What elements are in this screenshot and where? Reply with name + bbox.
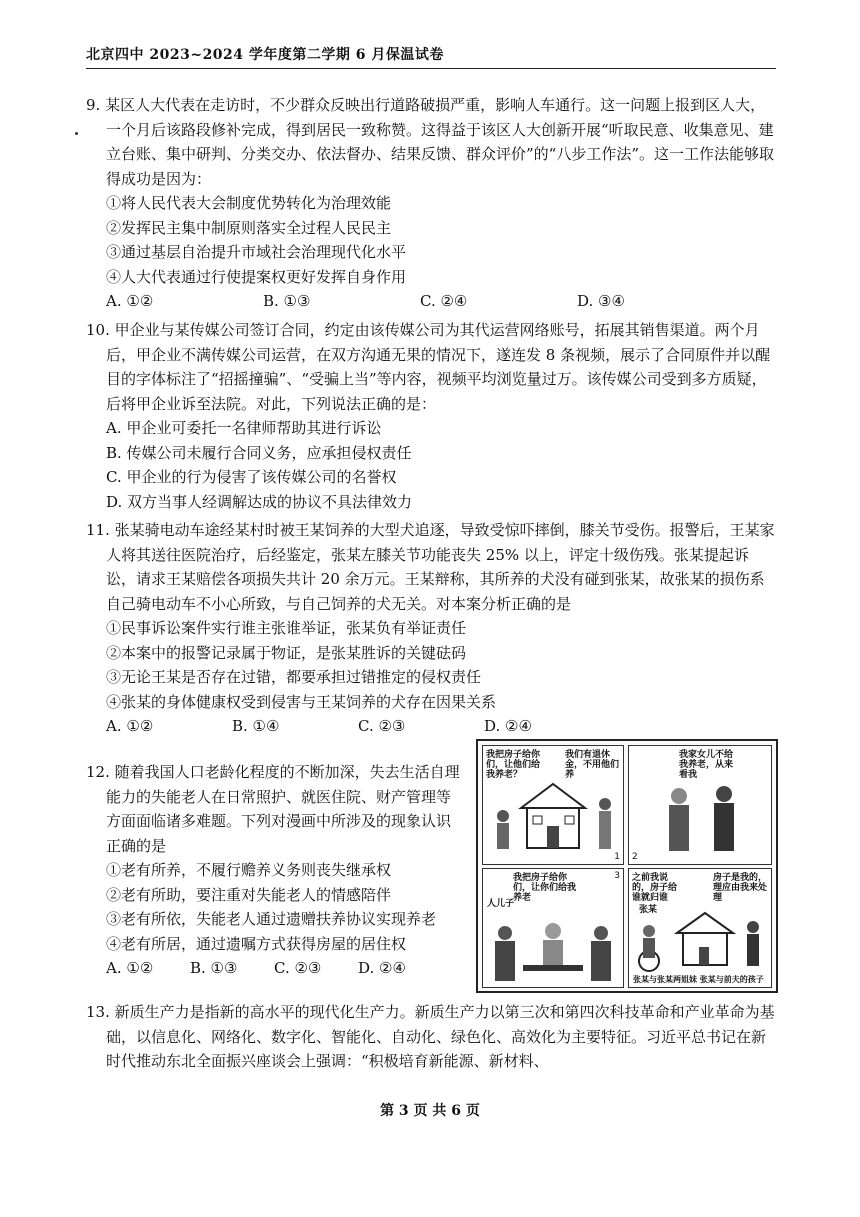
statement-item: ①老有所养，不履行赡养义务则丧失继承权 <box>106 861 392 879</box>
statement-item: ①将人民代表大会制度优势转化为治理效能 <box>106 194 392 212</box>
name-label: 张某 <box>639 905 658 915</box>
speech-bubble: 我把房子给你们，让他们给我养老？ <box>486 750 541 780</box>
speech-bubble: 房子是我的，理应由我来处理 <box>713 873 768 903</box>
option-a[interactable]: A. ①② <box>106 292 154 310</box>
option-a[interactable]: A. ①② <box>106 959 154 977</box>
table-illustration <box>483 869 623 987</box>
question-stem: 13. 新质生产力是指新的高水平的现代化生产力。新质生产力以第三次和第四次科技革命和产业革命为基础，以信息化、网络化、数字化、智能化、自动化、绿色化、高效化为主要特征。习近平总书记在新时代推动东北全面振兴座谈会上强调：“积极培育新能源、新材料、 <box>86 1003 775 1070</box>
answer-options <box>86 714 776 739</box>
question-10 <box>86 318 776 514</box>
question-12 <box>86 760 464 981</box>
statement-item: ②发挥民主集中制原则落实全过程人民民主 <box>106 218 392 237</box>
cartoon-panel-3: 我把房子给你们，让你们给我养老 人儿子 3 <box>482 868 624 988</box>
option-b[interactable]: B. ①③ <box>190 959 238 977</box>
question-13 <box>86 1000 776 1074</box>
option-d[interactable]: D. ②④ <box>358 959 406 977</box>
question-stem: 9. 某区人大代表在走访时，不少群众反映出行道路破损严重，影响人车通行。这一问题上报到区人大，一个月后该路段修补完成，得到居民一致称赞。这得益于该区人大创新开展“听取民意、收集意见、建立台账、集中研判、分类交办、依法督办、结果反馈、群众评价”的“八步工作法”。这一工作法能够取得成功是因为： <box>86 96 775 188</box>
option-d[interactable]: D. ②④ <box>484 717 532 735</box>
statement-item: ③无论王某是否存在过错，都要承担过错推定的侵权责任 <box>106 668 482 686</box>
statement-item: ②本案中的报警记录属于物证，是张某胜诉的关键砝码 <box>106 643 467 662</box>
speech-bubble: 我把房子给你们，让你们给我养老 <box>513 873 577 903</box>
scan-speck <box>75 132 78 135</box>
option-b[interactable]: B. ①③ <box>263 292 311 310</box>
elderly-care-cartoon <box>476 739 778 993</box>
speech-bubble: 之前我说的，房子给谁就归谁 <box>632 873 678 903</box>
question-11 <box>86 518 776 739</box>
statement-item: ②老有所助，要注重对失能老人的情感陪伴 <box>106 885 392 904</box>
cartoon-panel-2: 我家女儿不给我养老，从来看我 2 <box>628 745 772 865</box>
statement-item: ③通过基层自治提升市域社会治理现代化水平 <box>106 243 407 261</box>
exam-header: 北京四中 2023~2024 学年度第二学期 6 月保温试卷 <box>86 44 776 69</box>
people-illustration <box>629 746 771 864</box>
cartoon-panel-1: 我把房子给你们，让他们给我养老？ 我们有退休金，不用他们养 1 <box>482 745 624 865</box>
question-stem: 11. 张某骑电动车途经某村时被王某饲养的大型犬追逐，导致受惊吓摔倒，膝关节受伤。报警后，王某家人将其送往医院治疗，后经鉴定，张某左膝关节功能丧失 25% 以上，评定十级伤残。张某提起诉讼，请求王某赔偿各项损失共计 20 余万元。王某辩称，其所养的犬没有碰到张某，故张某的损伤系自己骑电动车不小心所致，与自己饲养的犬无关。对本案分析正确的是 <box>86 521 775 613</box>
statement-item: ③老有所依，失能老人通过遗赠扶养协议实现养老 <box>106 910 437 928</box>
statement-item: ④老有所居，通过遗嘱方式获得房屋的居住权 <box>106 934 407 953</box>
question-9 <box>86 93 776 314</box>
question-stem: 12. 随着我国人口老龄化程度的不断加深，失去生活自理能力的失能老人在日常照护、就医住院、财产管理等方面面临诸多难题。下列对漫画中所涉及的现象认识正确的是 <box>86 763 460 855</box>
wheelchair-illustration <box>629 869 771 987</box>
cartoon-panel-4 <box>628 868 772 988</box>
option-b[interactable]: B. 传媒公司未履行合同义务，应承担侵权责任 <box>106 443 412 462</box>
option-a[interactable]: A. 甲企业可委托一名律师帮助其进行诉讼 <box>106 419 382 437</box>
option-c[interactable]: C. ②③ <box>358 717 406 735</box>
question-stem: 10. 甲企业与某传媒公司签订合同，约定由该传媒公司为其代运营网络账号，拓展其销售渠道。两个月后，甲企业不满传媒公司运营，在双方沟通无果的情况下，遂连发 8 条视频，展示了合同原件并以醒目的字体标注了“招摇撞骗”、“受骗上当”等内容，视频平均浏览量过万。该传媒公司受到多方质疑，后将甲企业诉至法院。对此，下列说法正确的是： <box>86 321 771 413</box>
statement-item: ①民事诉讼案件实行谁主张谁举证，张某负有举证责任 <box>106 619 467 637</box>
answer-options <box>86 289 776 314</box>
answer-options <box>86 956 464 981</box>
page-number: 第 3 页 共 6 页 <box>380 1103 480 1119</box>
house-illustration <box>483 746 623 864</box>
option-b[interactable]: B. ①④ <box>232 717 280 735</box>
statement-item: ④人大代表通过行使提案权更好发挥自身作用 <box>106 267 407 286</box>
speech-bubble: 我家女儿不给我养老，从来看我 <box>679 750 734 780</box>
speech-bubble: 人儿子 <box>487 899 515 909</box>
speech-bubble: 我们有退休金，不用他们养 <box>565 750 620 780</box>
option-a[interactable]: A. ①② <box>106 717 154 735</box>
option-c[interactable]: C. 甲企业的行为侵害了该传媒公司的名誉权 <box>106 468 397 486</box>
panel-footer: 张某与张某两姐妹 张某与前夫的孩子 <box>633 975 764 984</box>
statement-item: ④张某的身体健康权受到侵害与王某饲养的犬存在因果关系 <box>106 692 497 711</box>
option-d[interactable]: D. 双方当事人经调解达成的协议不具法律效力 <box>106 492 413 511</box>
option-c[interactable]: C. ②④ <box>420 292 468 310</box>
option-c[interactable]: C. ②③ <box>274 959 322 977</box>
option-d[interactable]: D. ③④ <box>577 292 625 310</box>
